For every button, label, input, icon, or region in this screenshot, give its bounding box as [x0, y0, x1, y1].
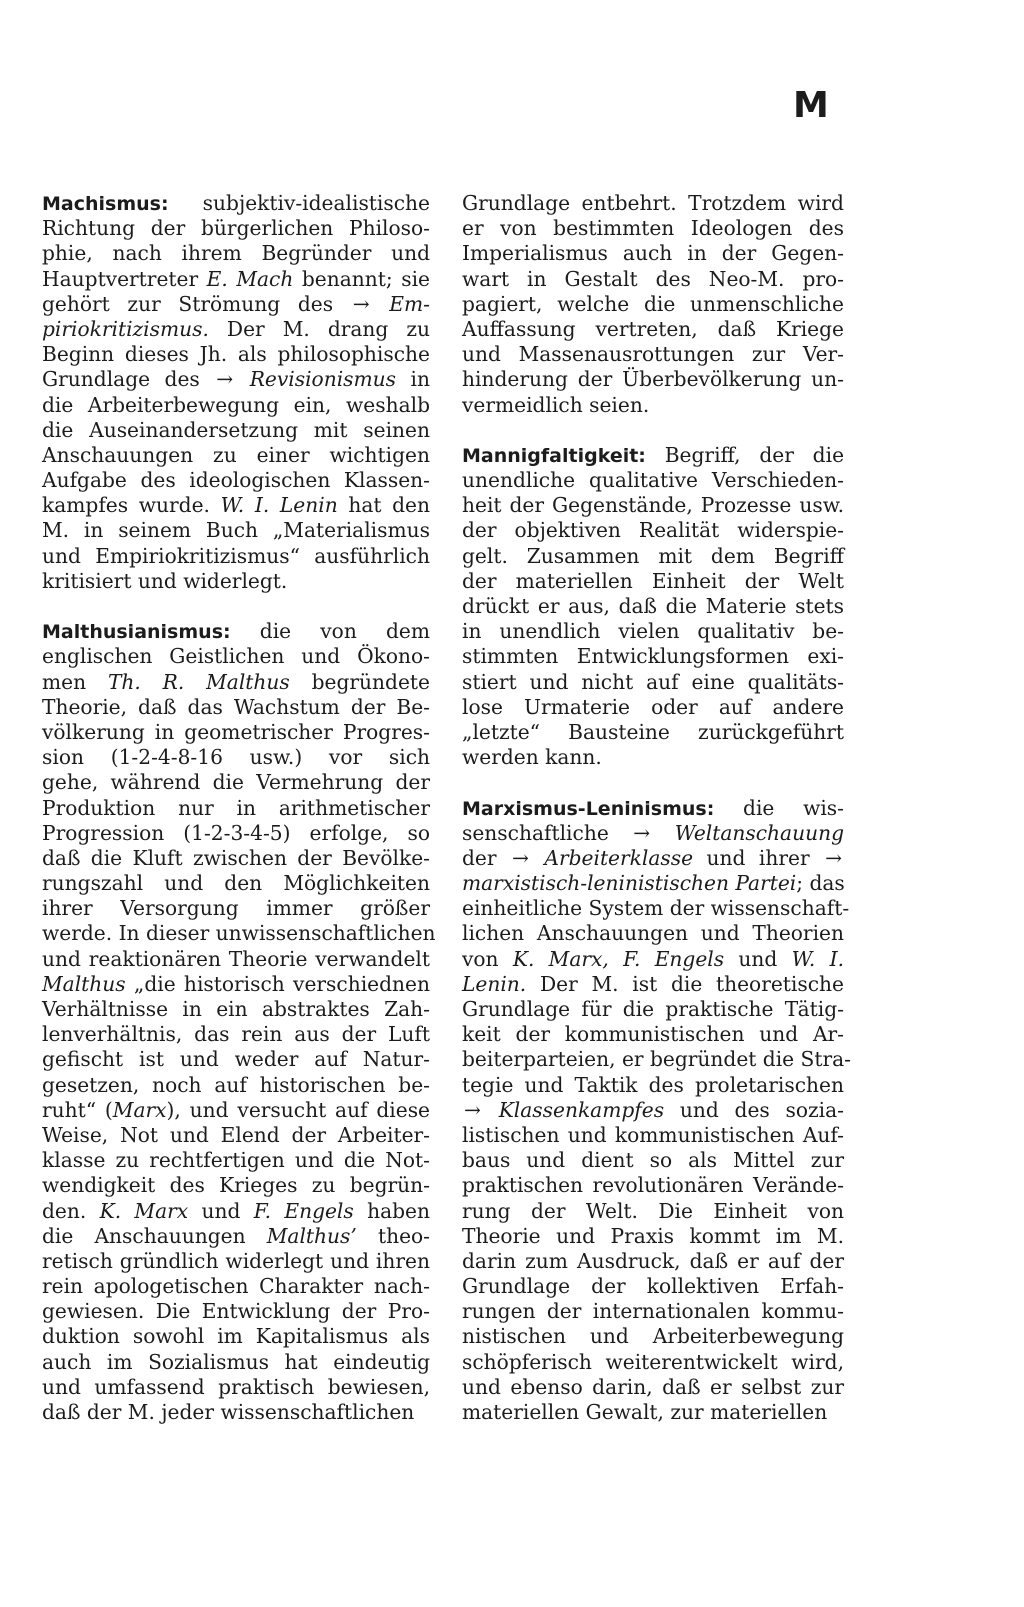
text-segment: Der M. ist die theoretische [526, 971, 844, 996]
cross-reference-arrow-icon: → [633, 820, 651, 845]
text-line [462, 1098, 844, 1123]
text-segment: sion (1-2-4-8-16 usw.) vor sich [42, 745, 430, 770]
text-segment: er von bestimmten Ideologen des [462, 216, 844, 241]
text-segment: retisch gründlich widerlegt und ihren [42, 1248, 430, 1273]
text-segment: beiterparteien, er begründet die Stra- [462, 1047, 851, 1072]
text-line [462, 468, 844, 493]
text-line [42, 393, 430, 418]
text-segment: keit der kommunistischen und Ar- [462, 1022, 844, 1047]
text-line [462, 1173, 844, 1198]
text-line [462, 317, 844, 342]
text-segment [483, 1098, 499, 1122]
italic-reference: K. Marx, F. Engels [512, 946, 725, 971]
text-line [42, 493, 430, 518]
text-segment: auch im Sozialismus hat eindeutig [42, 1349, 430, 1374]
text-line [42, 1173, 430, 1198]
text-line [42, 871, 430, 896]
text-segment: klasse zu rechtfertigen und die Not- [42, 1148, 430, 1173]
text-segment: Aufgabe des ideologischen Klassen- [42, 468, 430, 493]
text-line [462, 1324, 844, 1349]
text-line [42, 569, 430, 594]
italic-reference: Th. R. Malthus [107, 669, 290, 694]
text-segment: praktischen revolutionären Verände- [462, 1173, 844, 1198]
text-segment [531, 846, 544, 870]
text-segment: werde. In dieser unwissenschaftlichen [42, 921, 436, 946]
text-segment: gelt. Zusammen mit dem Begriff [462, 543, 844, 568]
text-line [42, 267, 430, 292]
text-line [462, 191, 844, 216]
text-line [42, 1350, 430, 1375]
italic-reference: W. I. [791, 946, 844, 971]
text-segment: und ihrer [693, 845, 824, 870]
text-segment: die Arbeiterbewegung ein, weshalb [42, 392, 430, 417]
text-segment: von [462, 946, 513, 971]
text-segment: die wis- [743, 795, 844, 820]
cross-reference-arrow-icon: → [512, 845, 529, 870]
entry-gap [462, 418, 844, 443]
text-segment: lichen Anschauungen und Theorien [462, 921, 844, 946]
text-line [42, 468, 430, 493]
text-segment: „letzte“ Bausteine zurückgeführt [462, 719, 844, 744]
text-segment: und des sozia- [664, 1097, 844, 1122]
text-line [42, 720, 430, 745]
text-line [42, 670, 430, 695]
text-line [42, 292, 430, 317]
text-segment: und [724, 946, 792, 971]
text-line [42, 216, 430, 241]
text-line [42, 695, 430, 720]
italic-reference: F. Engels [253, 1198, 354, 1223]
italic-reference: E. Mach [206, 266, 294, 291]
text-segment: ; das [796, 871, 845, 896]
text-line [462, 644, 844, 669]
entry-malthusianismus [42, 619, 436, 1425]
italic-reference: Lenin. [462, 971, 527, 996]
text-segment: Weise, Not und Elend der Arbeiter- [42, 1122, 430, 1147]
text-line [42, 544, 430, 569]
text-line [462, 997, 844, 1022]
right-column [462, 191, 851, 1425]
text-segment: den. [42, 1198, 100, 1223]
text-segment: rung der Welt. Die Einheit von [462, 1198, 844, 1223]
text-line [42, 921, 436, 946]
text-line [462, 241, 844, 266]
text-line [42, 644, 430, 669]
text-line [42, 972, 430, 997]
text-segment [652, 821, 675, 845]
text-segment: Grundlage für die praktische Tätig- [462, 997, 844, 1021]
text-segment: der materiellen Einheit der Welt [462, 568, 844, 593]
text-segment: lenverhältnis, das rein aus der Luft [42, 1022, 430, 1047]
text-line [42, 1022, 430, 1047]
text-line [42, 1274, 430, 1299]
text-line [42, 1098, 430, 1123]
text-line [462, 1148, 844, 1173]
text-line [42, 1375, 430, 1400]
text-segment [235, 367, 250, 391]
text-line [42, 821, 430, 846]
text-segment: listischen und kommunistischen Auf- [462, 1122, 844, 1147]
italic-reference: Marx [112, 1097, 167, 1122]
text-line [42, 896, 430, 921]
text-segment: hinderung der Überbevölkerung un- [462, 367, 844, 392]
text-segment: Auffassung vertreten, daß Kriege [462, 316, 844, 341]
entry-machismus [42, 191, 430, 594]
text-segment: Progression (1-2-3-4-5) erfolge, so [42, 820, 430, 845]
text-line [42, 1073, 430, 1098]
text-segment: Theorie und Praxis kommt im M. [462, 1223, 844, 1248]
text-line [462, 367, 844, 392]
cross-reference-arrow-icon: → [352, 291, 370, 316]
text-line [462, 393, 844, 418]
text-line [462, 1299, 844, 1324]
text-segment: werden kann. [462, 745, 602, 770]
text-line [462, 796, 844, 821]
text-line [462, 921, 844, 946]
text-segment: in unendlich vielen qualitativ be- [462, 619, 844, 644]
text-line [462, 518, 844, 543]
text-segment: rungszahl und den Möglichkeiten [42, 871, 430, 896]
text-segment: kritisiert und widerlegt. [42, 568, 288, 593]
text-segment: tegie und Taktik des proletarischen [462, 1072, 844, 1097]
text-line [462, 745, 844, 770]
text-segment: stimmten Entwicklungsformen exi- [462, 644, 844, 669]
italic-reference: K. Marx [99, 1198, 189, 1223]
text-segment: stiert und nicht auf eine qualitäts- [462, 669, 844, 694]
text-segment: gesetzen, noch auf historischen be- [42, 1072, 430, 1097]
text-line [462, 1224, 844, 1249]
text-line [462, 493, 844, 518]
text-line [462, 1375, 844, 1400]
text-segment: und [188, 1198, 254, 1223]
text-segment: senschaftliche [462, 820, 632, 845]
text-line [42, 619, 430, 644]
text-line [462, 569, 844, 594]
text-segment: ihrer Versorgung immer größer [42, 896, 430, 921]
text-segment: heit der Gegenstände, Prozesse usw. [462, 493, 844, 518]
text-line [462, 267, 844, 292]
text-segment: in [396, 367, 430, 392]
text-segment: nistischen und Arbeiterbewegung [462, 1324, 844, 1349]
text-segment: einheitliche System der wissenschaft- [462, 896, 850, 921]
text-line [462, 1274, 844, 1299]
text-segment: wendigkeit des Krieges zu begrün- [42, 1173, 430, 1198]
text-line [462, 947, 844, 972]
text-line [462, 670, 844, 695]
text-segment: Imperialismus auch in der Gegen- [462, 241, 844, 266]
text-line [42, 745, 430, 770]
text-segment: subjektiv-idealistische [202, 191, 430, 215]
italic-reference: Weltanschauung [674, 820, 845, 845]
text-segment: men [42, 669, 108, 694]
text-line [42, 1400, 430, 1425]
text-segment: der objektiven Realität widerspie- [462, 518, 844, 543]
text-segment: Anschauungen zu einer wichtigen [42, 442, 430, 467]
text-segment [372, 292, 390, 316]
text-line [42, 518, 430, 543]
entry-malthusianismus-continued [462, 191, 844, 418]
text-line [42, 796, 430, 821]
text-segment: hat den [337, 493, 430, 518]
text-segment: gefischt ist und weder auf Natur- [42, 1047, 430, 1072]
italic-reference: Em- [389, 291, 430, 316]
text-line [462, 1047, 851, 1072]
entry-term: Malthusianismus: [42, 621, 231, 644]
entry-term: Mannigfaltigkeit: [462, 444, 646, 467]
text-line [42, 1123, 430, 1148]
text-segment: gehört zur Strömung des [42, 291, 351, 316]
text-line [42, 241, 430, 266]
text-segment: Beginn dieses Jh. als philosophische [42, 342, 430, 367]
text-segment: Grundlage entbehrt. Trotzdem wird [462, 191, 844, 215]
text-segment: gehe, während die Vermehrung der [42, 770, 430, 795]
italic-reference: Arbeiterklasse [544, 845, 694, 870]
text-line [462, 443, 844, 468]
text-line [42, 1148, 430, 1173]
text-line [42, 1324, 430, 1349]
text-segment: Begriff, der die [664, 442, 845, 467]
italic-reference: W. I. Lenin [220, 493, 338, 518]
text-line [462, 619, 844, 644]
text-line [462, 216, 844, 241]
text-segment: der [462, 845, 510, 870]
text-segment: gewiesen. Die Entwicklung der Pro- [42, 1299, 430, 1324]
text-segment: ruht“ ( [42, 1097, 113, 1122]
cross-reference-arrow-icon: → [464, 1097, 481, 1122]
entry-term: Marxismus-Leninismus: [462, 797, 715, 820]
text-segment: Produktion nur in arithmetischer [42, 795, 430, 820]
text-line [42, 342, 430, 367]
italic-reference: piriokritizismus. [42, 316, 209, 341]
text-segment: englischen Geistlichen und Ökono- [42, 644, 430, 669]
text-line [42, 191, 430, 216]
italic-reference: Revisionismus [249, 367, 397, 392]
italic-reference: Malthus’ [266, 1223, 357, 1248]
italic-reference: Klassenkampfes [498, 1097, 665, 1122]
text-segment: benannt; sie [293, 266, 430, 291]
text-segment: unendliche qualitative Verschieden- [462, 468, 844, 493]
text-segment: Richtung der bürgerlichen Philoso- [42, 216, 430, 241]
text-segment: und ebenso darin, daß er selbst zur [462, 1374, 844, 1399]
text-segment: und umfassend praktisch bewiesen, [42, 1374, 430, 1399]
text-line [462, 1400, 844, 1425]
text-line [462, 1022, 844, 1047]
text-segment: vermeidlich seien. [462, 392, 650, 417]
left-column [42, 191, 436, 1425]
text-segment: und reaktionären Theorie verwandelt [42, 946, 430, 971]
text-line [42, 1047, 430, 1072]
text-line [462, 720, 844, 745]
text-line [462, 1199, 844, 1224]
text-segment: Verhältnisse in ein abstraktes Zah- [42, 997, 430, 1021]
text-line [42, 846, 430, 871]
text-segment: drückt er aus, daß die Materie stets [462, 594, 844, 618]
text-line [42, 770, 430, 795]
text-line [462, 821, 844, 846]
entry-mannigfaltigkeit [462, 443, 844, 770]
text-segment: rungen der internationalen kommu- [462, 1299, 844, 1324]
text-segment: daß der M. jeder wissenschaftlichen [42, 1400, 415, 1424]
text-line [42, 1299, 430, 1324]
text-line [462, 695, 844, 720]
text-line [462, 1249, 844, 1274]
text-segment: völkerung in geometrischer Progres- [42, 719, 430, 744]
text-segment: theo- [356, 1223, 430, 1248]
text-segment: und Massenausrottungen zur Ver- [462, 342, 844, 367]
text-segment: Grundlage des [42, 367, 215, 392]
text-segment: kampfes wurde. [42, 493, 221, 518]
text-line [462, 342, 844, 367]
text-line [42, 1249, 430, 1274]
text-segment: wart in Gestalt des Neo-M. pro- [462, 266, 844, 291]
text-segment: und Empiriokritizismus“ ausführlich [42, 543, 430, 568]
text-segment: die Auseinandersetzung mit seinen [42, 417, 430, 442]
text-line [42, 947, 430, 972]
text-line [462, 544, 844, 569]
text-line [42, 418, 430, 443]
section-letter: M [793, 85, 829, 126]
italic-reference: Malthus [42, 971, 126, 996]
text-segment: ), und versucht auf diese [166, 1097, 430, 1122]
text-line [42, 443, 430, 468]
text-segment: haben [353, 1198, 430, 1223]
text-segment: schöpferisch weiterentwickelt wird, [462, 1349, 844, 1374]
text-line [462, 292, 844, 317]
text-segment: phie, nach ihrem Begründer und [42, 241, 430, 266]
text-segment: Grundlage der kollektiven Erfah- [462, 1274, 844, 1299]
text-line [42, 1224, 430, 1249]
text-line [462, 896, 850, 921]
text-line [462, 846, 844, 871]
text-line [42, 1199, 430, 1224]
text-segment: M. in seinem Buch „Materialismus [42, 518, 430, 543]
text-segment: baus und dient so als Mittel zur [462, 1148, 844, 1173]
text-line [462, 972, 844, 997]
entry-marxismus-leninismus [462, 795, 851, 1426]
text-segment: Hauptvertreter [42, 266, 207, 291]
entry-gap [42, 594, 430, 619]
text-segment: daß die Kluft zwischen der Bevölke- [42, 845, 430, 870]
text-line [462, 871, 844, 896]
text-segment: Theorie, daß das Wachstum der Be- [42, 694, 430, 719]
text-line [42, 317, 430, 342]
text-line [462, 1350, 844, 1375]
text-line [42, 367, 430, 392]
text-segment: duktion sowohl im Kapitalismus als [42, 1324, 430, 1349]
text-segment: rein apologetischen Charakter nach- [42, 1274, 430, 1299]
text-line [462, 1073, 844, 1098]
text-segment: Der M. drang zu [208, 316, 430, 341]
text-segment: lose Urmaterie oder auf andere [462, 694, 844, 719]
text-segment: „die historisch verschiednen [125, 971, 430, 996]
text-segment: die Anschauungen [42, 1223, 267, 1248]
text-segment: darin zum Ausdruck, daß er auf der [462, 1248, 844, 1273]
text-line [42, 997, 430, 1022]
entry-term: Machismus: [42, 193, 169, 215]
text-segment: die von dem [259, 619, 431, 644]
cross-reference-arrow-icon: → [216, 367, 234, 392]
text-line [462, 594, 844, 619]
text-segment: pagiert, welche die unmenschliche [462, 291, 844, 316]
text-segment: begründete [289, 669, 430, 694]
text-line [462, 1123, 844, 1148]
text-segment: materiellen Gewalt, zur materiellen [462, 1400, 828, 1424]
italic-reference: marxistisch-leninistischen Partei [462, 871, 797, 896]
entry-gap [462, 770, 844, 795]
cross-reference-arrow-icon: → [825, 845, 843, 870]
